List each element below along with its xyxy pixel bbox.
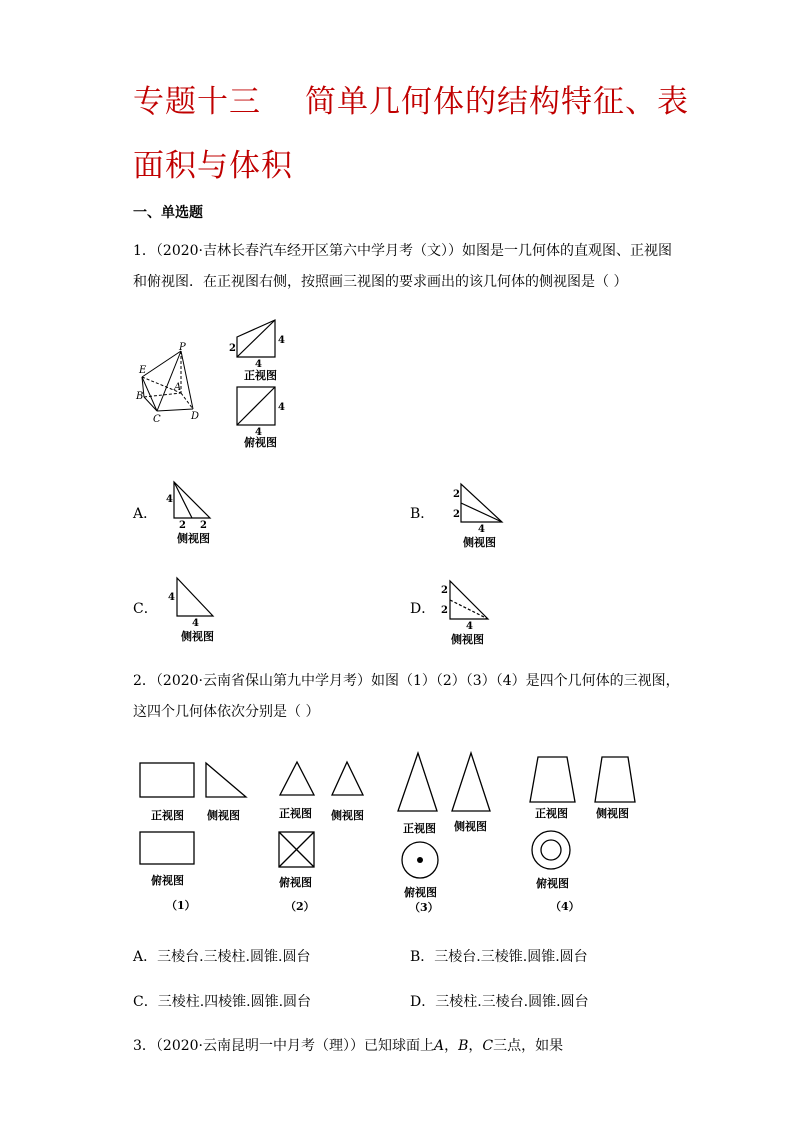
option-a-dim-b1: 2 — [179, 520, 186, 531]
q1-text-line1: 1．（2020·吉林长春汽车经开区第六中学月考（文））如图是一几何体的直观图、正视图 — [133, 243, 672, 259]
q2-text-line1: 2．（2020·云南省保山第九中学月考）如图（1）（2）（3）（4）是四个几何体的三视图， — [133, 673, 680, 689]
q1-top-view — [237, 387, 275, 425]
q1-option-b[interactable]: B． — [410, 506, 435, 522]
vertex-d: D — [191, 411, 200, 422]
q1-option-d[interactable]: D． — [410, 601, 436, 617]
q1-figure — [130, 315, 310, 455]
section-heading: 一、单选题 — [133, 205, 203, 221]
fig1-top-label: 俯视图 — [151, 874, 184, 887]
fig2-number: （2） — [285, 900, 315, 913]
q3-sep2: ， — [468, 1038, 483, 1054]
fig3-side-label: 侧视图 — [454, 820, 487, 833]
q2-figure — [130, 748, 650, 918]
top-dim-bottom: 4 — [255, 427, 262, 438]
q1-option-c-figure — [163, 576, 233, 648]
q1-option-c[interactable]: C． — [133, 601, 158, 617]
q2-text-line2: 这四个几何体依次分别是（ ） — [133, 704, 320, 720]
vertex-b: B — [136, 391, 144, 402]
option-b-dim-bottom: 4 — [478, 524, 485, 535]
top-view-label: 俯视图 — [244, 436, 277, 449]
option-b-dim-top: 2 — [453, 489, 460, 500]
fig3-number: （3） — [409, 901, 439, 914]
front-dim-right: 4 — [278, 335, 285, 346]
q3-text-line1 — [133, 1031, 563, 1061]
fig3-front — [398, 753, 437, 811]
q3-point-b: B — [458, 1038, 469, 1054]
option-b-dim-mid: 2 — [453, 509, 460, 520]
fig2-side — [332, 762, 363, 795]
q1-option-b-figure — [447, 482, 517, 552]
fig3-top-label: 俯视图 — [404, 886, 437, 899]
page-title — [133, 76, 689, 121]
fig4-front — [530, 757, 575, 802]
fig2-front-label: 正视图 — [279, 807, 312, 820]
front-dim-bottom: 4 — [255, 359, 262, 370]
fig4-number: （4） — [550, 900, 580, 913]
fig4-top-inner — [541, 840, 561, 860]
option-c-dim-bottom: 4 — [192, 618, 199, 629]
q3-prefix: 3．（2020·云南昆明一中月考（理））已知球面上 — [133, 1038, 434, 1054]
option-c-dim-left: 4 — [168, 592, 175, 603]
q3-suffix: 三点，如果 — [493, 1038, 564, 1054]
q2-option-d[interactable]: D．三棱柱.三棱台.圆锥.圆台 — [410, 994, 589, 1010]
fig2-side-label: 侧视图 — [331, 809, 364, 822]
title-topic-name: 简单几何体的结构特征、表 — [305, 84, 689, 120]
q3-sep1: ， — [444, 1038, 459, 1054]
fig1-front — [140, 763, 194, 797]
q3-point-c: C — [482, 1038, 494, 1054]
option-d-dim-top: 2 — [441, 585, 448, 596]
fig2-top-label: 俯视图 — [279, 876, 312, 889]
option-a-caption: 侧视图 — [177, 532, 210, 545]
fig4-side — [595, 757, 635, 802]
front-view-label: 正视图 — [244, 369, 277, 382]
q1-front-view — [237, 320, 275, 357]
page-title-line2: 面积与体积 — [133, 148, 293, 184]
option-a-dim-left: 4 — [166, 494, 173, 505]
front-dim-left: 2 — [229, 343, 236, 354]
vertex-c: C — [153, 414, 161, 425]
q1-option-a-figure — [160, 480, 230, 550]
fig1-side-label: 侧视图 — [207, 809, 240, 822]
q3-point-a: A — [434, 1038, 445, 1054]
fig2-front — [280, 762, 314, 795]
fig4-top-label: 俯视图 — [536, 877, 569, 890]
fig1-side — [206, 763, 246, 797]
fig1-front-label: 正视图 — [151, 809, 184, 822]
fig4-side-label: 侧视图 — [596, 807, 629, 820]
option-b-caption: 侧视图 — [463, 536, 496, 549]
q1-option-d-figure — [436, 578, 506, 650]
fig4-top-outer — [532, 831, 570, 869]
vertex-e: E — [139, 365, 147, 376]
q1-text-line2: 和俯视图．在正视图右侧，按照画三视图的要求画出的该几何体的侧视图是（ ） — [133, 274, 628, 290]
fig1-number: （1） — [166, 899, 196, 912]
top-dim-right: 4 — [278, 402, 285, 413]
fig3-side — [452, 753, 490, 811]
q1-direct-view — [142, 351, 193, 411]
option-d-dim-bottom: 4 — [466, 621, 473, 632]
fig1-top — [140, 832, 194, 864]
option-d-dim-mid: 2 — [441, 605, 448, 616]
vertex-p: P — [179, 342, 186, 353]
vertex-a: A — [174, 382, 182, 393]
fig3-top-center — [417, 857, 423, 863]
fig3-front-label: 正视图 — [403, 822, 436, 835]
q2-option-a[interactable]: A．三棱台.三棱柱.圆锥.圆台 — [133, 949, 311, 965]
option-d-caption: 侧视图 — [451, 633, 484, 646]
title-topic-number: 专题十三 — [133, 84, 261, 120]
q1-option-a[interactable]: A． — [133, 506, 158, 522]
fig4-front-label: 正视图 — [535, 807, 568, 820]
option-a-dim-b2: 2 — [200, 520, 207, 531]
q2-option-c[interactable]: C．三棱柱.四棱锥.圆锥.圆台 — [133, 994, 312, 1010]
option-c-caption: 侧视图 — [181, 630, 214, 643]
q2-option-b[interactable]: B．三棱台.三棱锥.圆锥.圆台 — [410, 949, 588, 965]
